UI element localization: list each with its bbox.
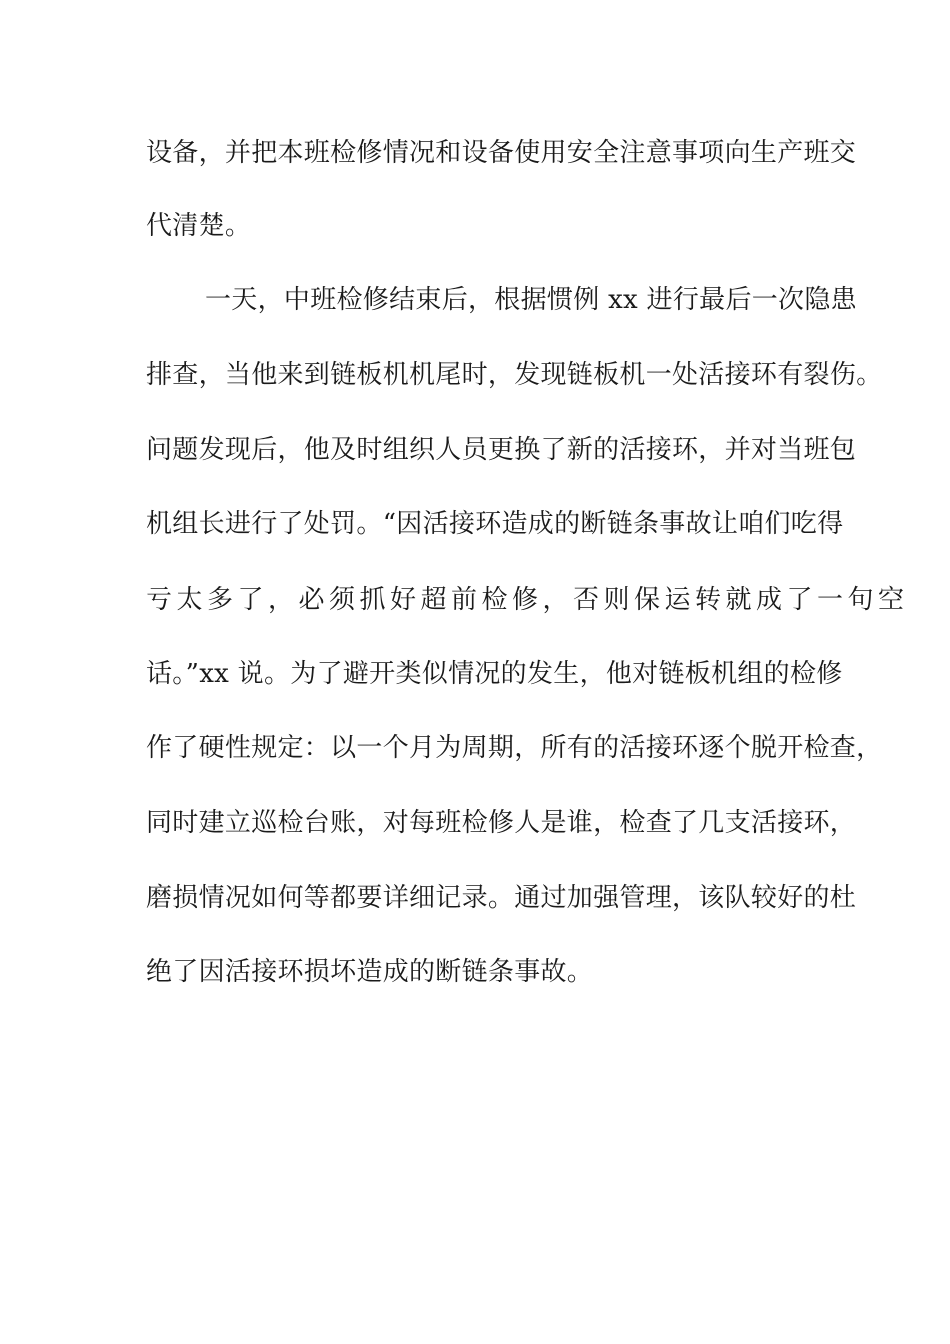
text-line-10: 同时建立巡检台账，对每班检修人是谁，检查了几支活接环， <box>146 808 857 838</box>
text-line-9: 作了硬性规定：以一个月为周期，所有的活接环逐个脱开检查， <box>146 733 883 763</box>
text-line-4: 排查，当他来到链板机机尾时，发现链板机一处活接环有裂伤。 <box>146 360 883 390</box>
text-line-11: 磨损情况如何等都要详细记录。通过加强管理，该队较好的杜 <box>146 883 857 913</box>
text-line-7: 亏太多了，必须抓好超前检修，否则保运转就成了一句空 <box>146 585 909 615</box>
text-line-12: 绝了因活接环损坏造成的断链条事故。 <box>146 957 594 987</box>
text-line-6: 机组长进行了处罚。“因活接环造成的断链条事故让咱们吃得 <box>146 509 844 539</box>
text-line-2: 代清楚。 <box>146 211 252 241</box>
text-line-1: 设备，并把本班检修情况和设备使用安全注意事项向生产班交 <box>146 138 857 168</box>
text-line-8: 话。”xx 说。为了避开类似情况的发生，他对链板机组的检修 <box>146 659 843 689</box>
text-line-5: 问题发现后，他及时组织人员更换了新的活接环，并对当班包 <box>146 435 857 465</box>
text-line-3-paragraph-start: 一天，中班检修结束后，根据惯例 xx 进行最后一次隐患 <box>205 285 857 315</box>
